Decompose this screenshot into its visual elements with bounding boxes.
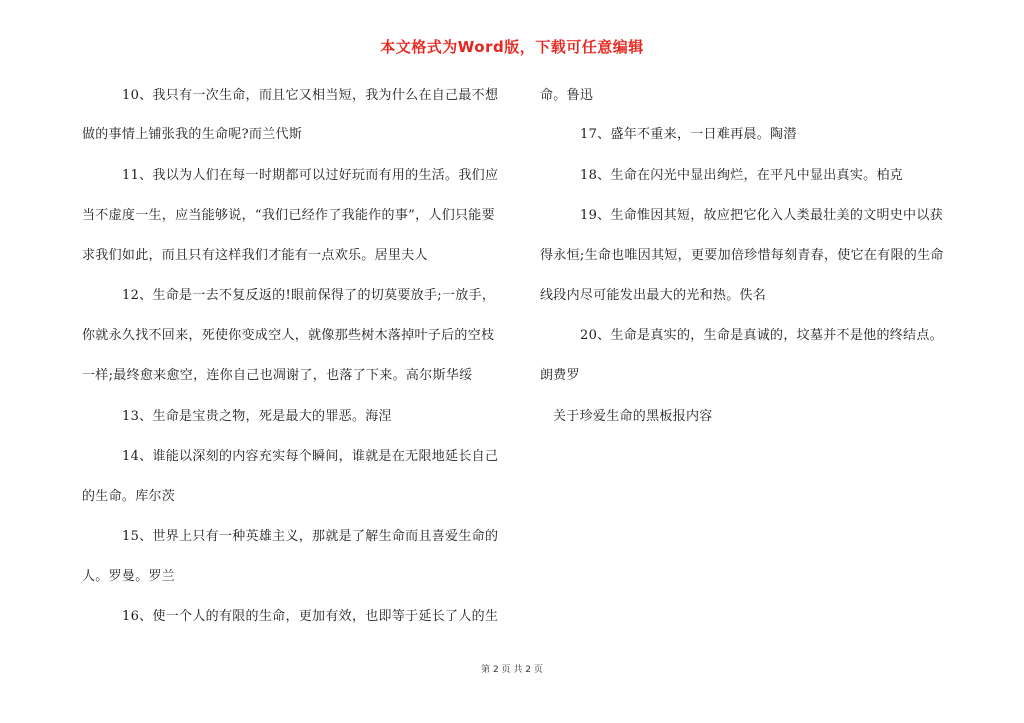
document-banner: 本文格式为Word版，下载可任意编辑 [380,38,644,56]
paragraph-line: 你就永久找不回来，死使你变成空人，就像那些树木落掉叶子后的空枝 [82,328,495,343]
paragraph-line: 17、盛年不重来，一日难再晨。陶潜 [580,127,797,142]
paragraph-line: 19、生命惟因其短，故应把它化入人类最壮美的文明史中以获 [580,208,943,223]
paragraph-line: 18、生命在闪光中显出绚烂，在平凡中显出真实。柏克 [580,168,904,183]
section-heading: 关于珍爱生命的黑板报内容 [553,409,713,424]
paragraph-line: 11、我以为人们在每一时期都可以过好玩而有用的生活。我们应 [122,168,499,183]
paragraph-line: 求我们如此，而且只有这样我们才能有一点欢乐。居里夫人 [82,248,428,263]
paragraph-line: 15、世界上只有一种英雄主义，那就是了解生命而且喜爱生命的 [122,529,499,544]
paragraph-line: 14、谁能以深刻的内容充实每个瞬间，谁就是在无限地延长自己 [122,449,499,464]
paragraph-line: 命。鲁迅 [540,88,594,103]
paragraph-line: 一样;最终愈来愈空，连你自己也凋谢了，也落了下来。高尔斯华绥 [82,368,473,383]
paragraph-line: 朗费罗 [540,368,580,383]
paragraph-line: 人。罗曼。罗兰 [82,569,176,584]
paragraph-line: 当不虚度一生，应当能够说，“我们已经作了我能作的事”，人们只能要 [82,208,495,223]
paragraph-line: 16、使一个人的有限的生命，更加有效，也即等于延长了人的生 [122,609,499,624]
paragraph-line: 做的事情上铺张我的生命呢?而兰代斯 [82,127,303,142]
page-footer: 第 2 页 共 2 页 [481,665,543,675]
paragraph-line: 12、生命是一去不复反返的!眼前保得了的切莫要放手;一放手， [122,288,496,303]
paragraph-line: 13、生命是宝贵之物，死是最大的罪恶。海涅 [122,409,392,424]
paragraph-line: 20、生命是真实的，生命是真诚的，坟墓并不是他的终结点。 [580,328,943,343]
paragraph-line: 的生命。库尔茨 [82,489,176,504]
paragraph-line: 得永恒;生命也唯因其短，更要加倍珍惜每刻青春，使它在有限的生命 [540,248,944,263]
paragraph-line: 10、我只有一次生命，而且它又相当短，我为什么在自己最不想 [122,88,499,103]
paragraph-line: 线段内尽可能发出最大的光和热。佚名 [540,288,767,303]
